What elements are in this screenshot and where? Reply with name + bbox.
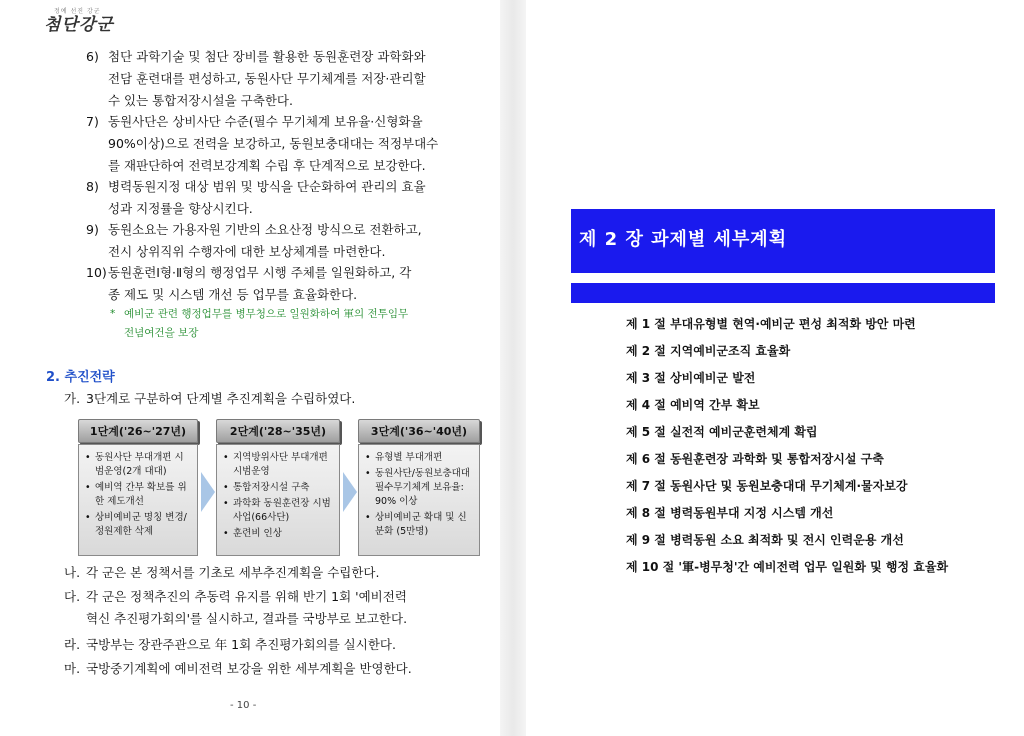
item-line: 전시 상위직위 수행자에 대한 보상체계를 마련한다. — [108, 244, 386, 259]
toc-item: 제 2 절 지역예비군조직 효율화 — [626, 344, 791, 358]
sub-label: 마. — [64, 661, 81, 676]
sub-line: 국방중기계획에 예비전력 보강을 위한 세부계획을 반영한다. — [86, 661, 412, 676]
stage-bullet: • 동원사단/동원보충대대 필수무기체계 보유율: 90% 이상 — [365, 467, 473, 509]
toc-item: 제 10 절 '軍-병무청'간 예비전력 업무 일원화 및 행정 효율화 — [626, 560, 949, 574]
sub-item-da — [64, 586, 494, 630]
toc-item: 제 7 절 동원사단 및 동원보충대대 무기체계·물자보강 — [626, 479, 908, 493]
stage-bullet: • 훈련비 인상 — [223, 527, 333, 541]
item-line: 동원훈련Ⅰ형·Ⅱ형의 행정업무 시행 주체를 일원화하고, 각 — [108, 265, 412, 280]
stage-1-box — [78, 444, 198, 556]
list-item-8 — [86, 176, 486, 220]
item-line: 수 있는 통합저장시설을 구축한다. — [108, 93, 293, 108]
left-page — [0, 0, 500, 736]
section-title: 2. 추진전략 — [46, 370, 115, 385]
item-line: 동원소요는 가용자원 기반의 소요산정 방식으로 전환하고, — [108, 222, 422, 237]
logo-small-text: 정예 선진 강군 — [54, 8, 101, 15]
stage-bullet: • 과학화 동원훈련장 시범사업(66사단) — [223, 497, 333, 525]
item-line: 전담 훈련대를 편성하고, 동원사단 무기체계를 저장·관리할 — [108, 71, 426, 86]
item-number: 9) — [86, 222, 99, 237]
stage-bullet: • 상비예비군 확대 및 신분화 (5만명) — [365, 511, 473, 539]
item-line: 동원사단은 상비사단 수준(필수 무기체계 보유율·신형화율 — [108, 114, 423, 129]
sub-line: 각 군은 본 정책서를 기초로 세부추진계획을 수립한다. — [86, 565, 380, 580]
sub-line: 국방부는 장관주관으로 年 1회 추진평가회의를 실시한다. — [86, 637, 396, 652]
item-line: 90%이상)으로 전력을 보강하고, 동원보충대대는 적정부대수 — [108, 136, 439, 151]
stage-2-box — [216, 444, 340, 556]
sub-line: 각 군은 정책추진의 추동력 유지를 위해 반기 1회 '예비전력 — [86, 589, 407, 604]
green-note — [110, 305, 490, 343]
toc-item: 제 5 절 실전적 예비군훈련체계 확립 — [626, 425, 818, 439]
note-line: 예비군 관련 행정업무를 병무청으로 일원화하여 軍의 전투임무 — [124, 308, 409, 320]
sub-line: 혁신 추진평가회의'를 실시하고, 결과를 국방부로 보고한다. — [86, 611, 408, 626]
sub-label: 라. — [64, 637, 81, 652]
stage-3-header: 3단계('36~'40년) — [358, 419, 480, 443]
page-number: - 10 - — [230, 700, 257, 711]
stage-bullet: • 상비예비군 명칭 변경/정원제한 삭제 — [85, 511, 191, 539]
item-line: 성과 지정률을 향상시킨다. — [108, 201, 253, 216]
stage-bullet: • 지역방위사단 부대개편 시범운영 — [223, 451, 333, 479]
logo-text: 첨단강군 — [44, 15, 114, 35]
arrow-right-icon — [343, 472, 357, 512]
right-page — [526, 0, 1024, 736]
toc-item: 제 1 절 부대유형별 현역·예비군 편성 최적화 방안 마련 — [626, 317, 916, 331]
item-number: 8) — [86, 179, 99, 194]
toc-item: 제 4 절 예비역 간부 확보 — [626, 398, 760, 412]
note-line: 전념여건을 보장 — [124, 327, 199, 339]
item-line: 종 제도 및 시스템 개선 등 업무를 효율화한다. — [108, 287, 358, 302]
toc-item: 제 6 절 동원훈련장 과학화 및 통합저장시설 구축 — [626, 452, 884, 466]
stage-1-header: 1단계('26~'27년) — [78, 419, 198, 443]
item-line: 를 재판단하여 전력보강계획 수립 후 단계적으로 보강한다. — [108, 158, 426, 173]
sub-item-na — [64, 562, 494, 584]
list-item-10 — [86, 262, 486, 306]
item-number: 10) — [86, 265, 107, 280]
stage-bullet: • 동원사단 부대개편 시범운영(2개 대대) — [85, 451, 191, 479]
stage-bullet: • 예비역 간부 확보를 위한 제도개선 — [85, 481, 191, 509]
stage-3-box — [358, 444, 480, 556]
sub-item-ga — [64, 388, 494, 410]
arrow-right-icon — [201, 472, 215, 512]
toc-item: 제 8 절 병력동원부대 지정 시스템 개선 — [626, 506, 834, 520]
logo — [44, 10, 114, 35]
item-line: 병력동원지정 대상 범위 및 방식을 단순화하여 관리의 효율 — [108, 179, 426, 194]
sub-line: 3단계로 구분하여 단계별 추진계획을 수립하였다. — [86, 391, 356, 406]
page-gutter — [500, 0, 526, 736]
stage-2-header: 2단계('28~'35년) — [216, 419, 340, 443]
chapter-title: 제 2 장 과제별 세부계획 — [571, 209, 995, 273]
list-item-7 — [86, 111, 486, 177]
sub-label: 다. — [64, 589, 81, 604]
sub-item-ra — [64, 634, 494, 656]
stage-bullet: • 통합저장시설 구축 — [223, 481, 333, 495]
toc-item: 제 9 절 병력동원 소요 최적화 및 전시 인력운용 개선 — [626, 533, 904, 547]
list-item-9 — [86, 219, 486, 263]
toc-item: 제 3 절 상비예비군 발전 — [626, 371, 756, 385]
note-star: * — [110, 308, 116, 320]
list-item-6 — [86, 46, 486, 112]
item-number: 6) — [86, 49, 99, 64]
stage-bullet: • 유형별 부대개편 — [365, 451, 473, 465]
chapter-divider — [571, 283, 995, 303]
sub-label: 나. — [64, 565, 81, 580]
sub-item-ma — [64, 658, 494, 680]
item-line: 첨단 과학기술 및 첨단 장비를 활용한 동원훈련장 과학화와 — [108, 49, 426, 64]
item-number: 7) — [86, 114, 99, 129]
sub-label: 가. — [64, 391, 81, 406]
